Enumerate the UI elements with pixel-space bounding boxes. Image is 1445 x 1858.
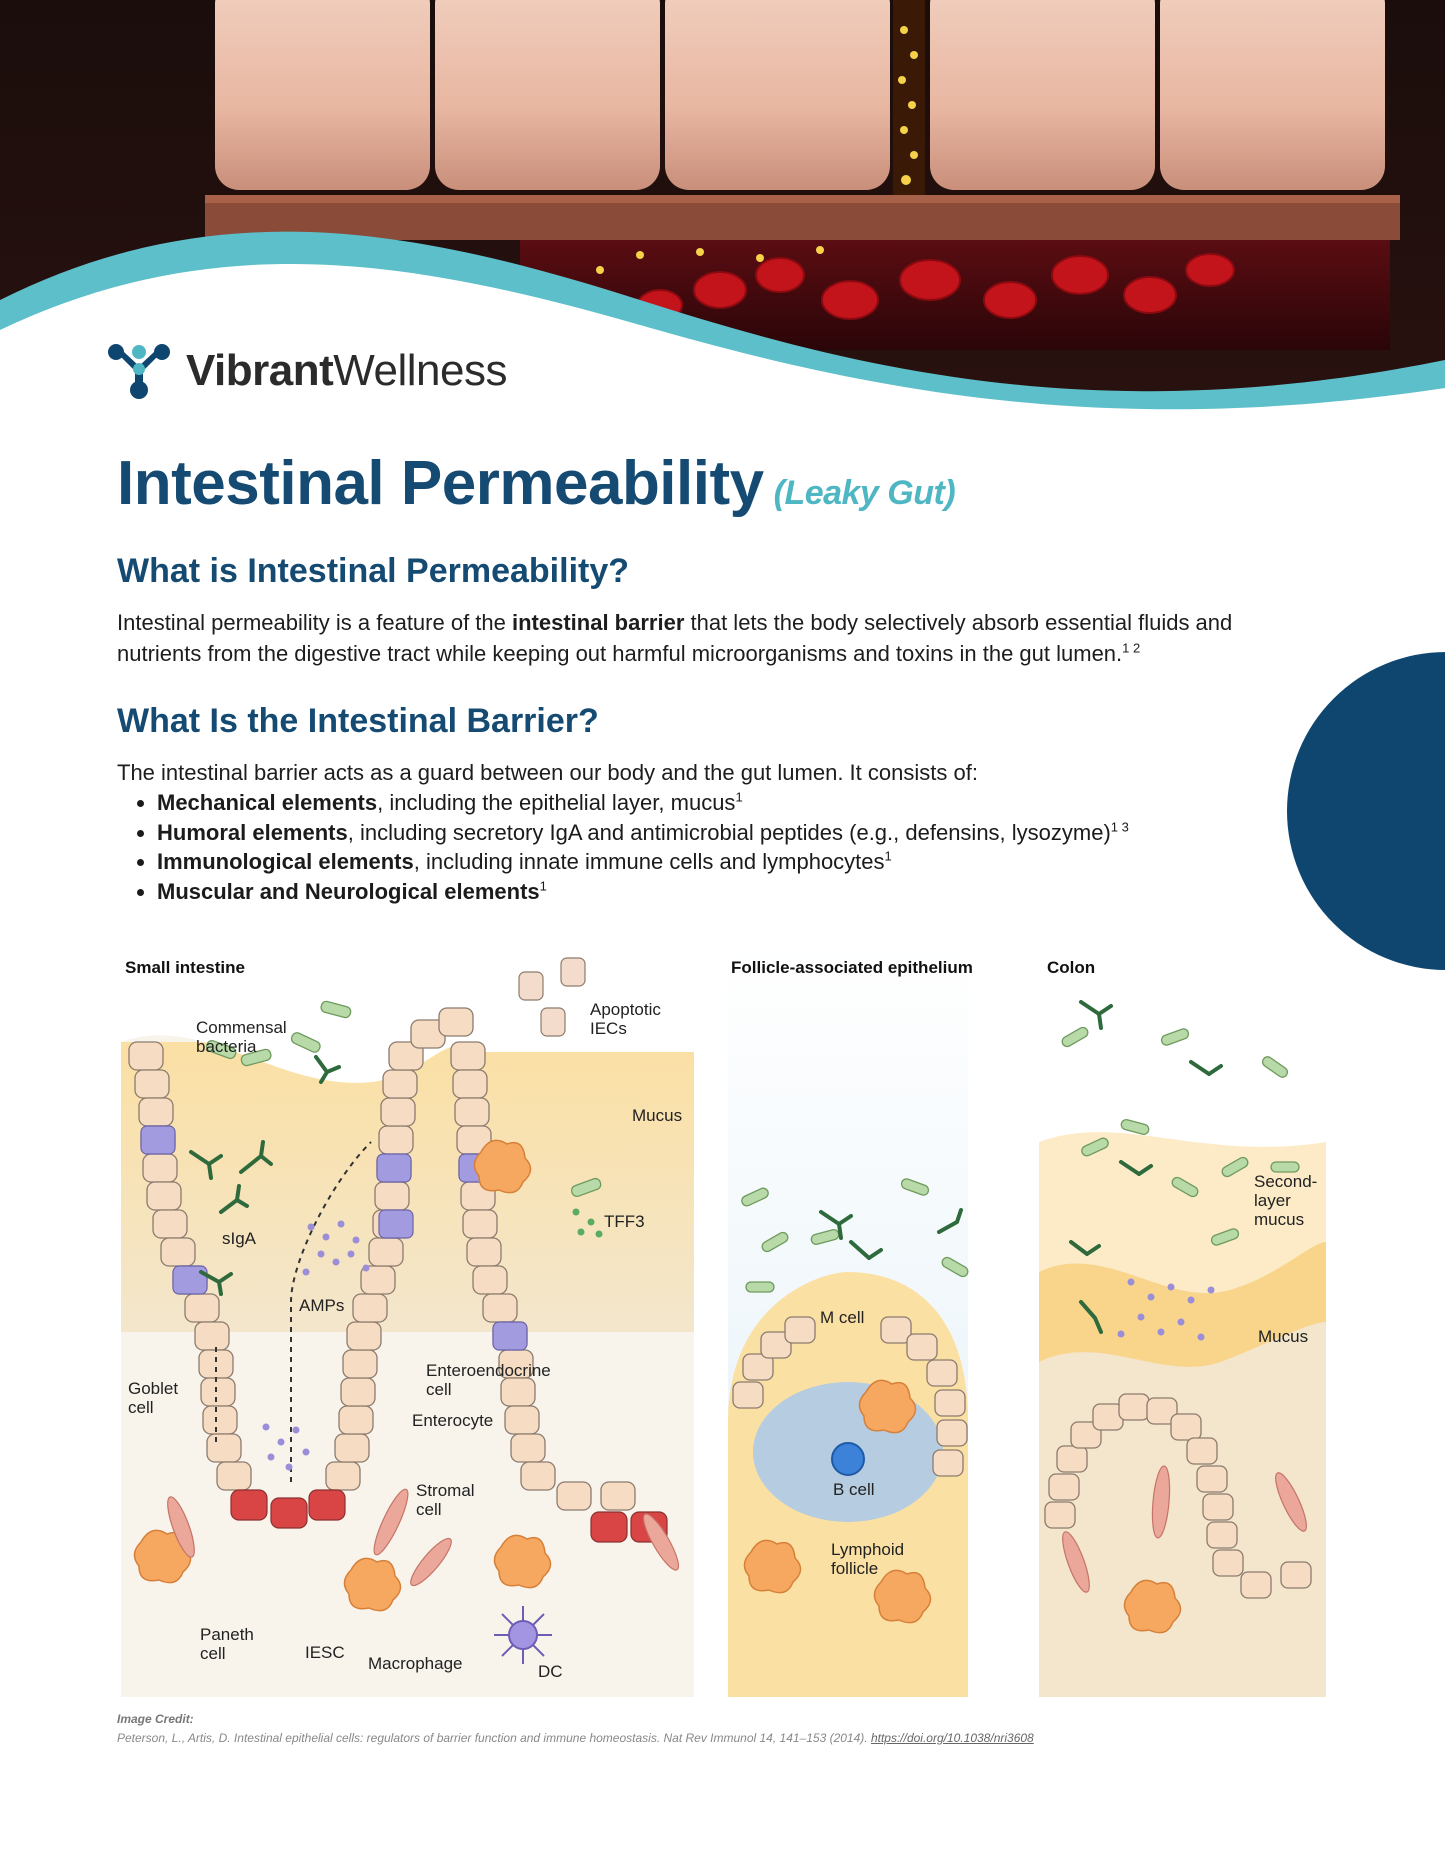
barrier-elements-list — [117, 788, 1317, 906]
page-title — [117, 448, 955, 519]
label-goblet-cell: Goblet cell — [128, 1379, 179, 1417]
reference-marker: 1 — [735, 789, 743, 805]
label-m-cell: M cell — [820, 1308, 865, 1327]
label-tff3: TFF3 — [604, 1212, 645, 1231]
section-heading-barrier: What Is the Intestinal Barrier? — [117, 702, 599, 740]
brand-name-light: Wellness — [333, 346, 507, 395]
label-macrophage: Macrophage — [368, 1654, 463, 1673]
label-mucus: Mucus — [632, 1106, 683, 1125]
image-credit-text — [117, 1731, 1034, 1745]
label-paneth-cell: Paneth cell — [200, 1625, 254, 1663]
label-enteroendocrine: Enteroendocrine cell — [426, 1361, 551, 1399]
title-main: Intestinal Permeability — [117, 449, 764, 518]
label-siga: sIgA — [222, 1229, 257, 1248]
list-item — [157, 818, 1317, 848]
panel-title-small-intestine: Small intestine — [125, 958, 245, 977]
label-enterocyte: Enterocyte — [412, 1411, 494, 1430]
label-commensal-bacteria: Commensal bacteria — [196, 1018, 287, 1056]
section-heading-permeability: What is Intestinal Permeability? — [117, 552, 630, 590]
item-bold: Immunological elements — [157, 849, 414, 874]
brand-name-bold: Vibrant — [186, 346, 334, 395]
list-item — [157, 788, 1317, 818]
label-second-layer-mucus: Second- layer mucus — [1254, 1172, 1318, 1229]
reference-marker: 1 — [884, 848, 892, 864]
credit-citation: Peterson, L., Artis, D. Intestinal epithelial cells: regulators of barrier function and immune homeostasis. Nat Rev Immunol 14, 141–153 (2014). — [117, 1731, 871, 1745]
label-dc: DC — [538, 1662, 563, 1681]
item-text: , including secretory IgA and antimicrobial peptides (e.g., defensins, lysozyme) — [347, 819, 1111, 845]
text-part: Intestinal permeability is a feature of the — [117, 610, 512, 635]
section-text-permeability — [117, 607, 1297, 669]
label-amps: AMPs — [299, 1296, 345, 1315]
title-subtitle: (Leaky Gut) — [773, 474, 956, 512]
text-bold-part: intestinal barrier — [512, 610, 685, 635]
list-item — [157, 847, 1317, 877]
brand-name — [186, 346, 507, 396]
reference-marker: 1 3 — [1110, 819, 1129, 835]
label-colon-mucus: Mucus — [1258, 1327, 1309, 1346]
reference-marker: 1 2 — [1122, 640, 1141, 656]
credit-doi-link[interactable]: https://doi.org/10.1038/nri3608 — [870, 1731, 1034, 1745]
section-intro-barrier: The intestinal barrier acts as a guard between our body and the gut lumen. It consists of: — [117, 760, 978, 785]
brand-logo — [106, 342, 507, 400]
item-text: , including the epithelial layer, mucus — [377, 790, 736, 815]
logo-mark-icon — [106, 342, 172, 400]
label-iesc: IESC — [305, 1643, 345, 1662]
text-part: that lets the body selectively absorb essential fluids and nutrients from the digestive tract while keeping out harmful microorganisms and toxins in the gut lumen. — [117, 610, 1233, 666]
item-bold: Humoral elements — [157, 819, 348, 845]
item-bold: Mechanical elements — [157, 790, 378, 815]
panel-title-colon: Colon — [1047, 958, 1096, 977]
item-text: , including innate immune cells and lymphocytes — [413, 849, 885, 874]
image-credit-heading: Image Credit: — [117, 1712, 194, 1726]
panel-title-fae: Follicle-associated epithelium — [731, 958, 973, 977]
list-item — [157, 877, 1317, 907]
label-apoptotic-iecs: Apoptotic IECs — [590, 1000, 661, 1038]
label-b-cell: B cell — [833, 1480, 875, 1499]
item-bold: Muscular and Neurological elements — [157, 878, 540, 904]
intestinal-barrier-figure — [121, 942, 1326, 1697]
label-lymphoid-follicle: Lymphoid follicle — [831, 1540, 905, 1578]
label-stromal-cell: Stromal cell — [416, 1481, 475, 1519]
reference-marker: 1 — [539, 878, 547, 894]
